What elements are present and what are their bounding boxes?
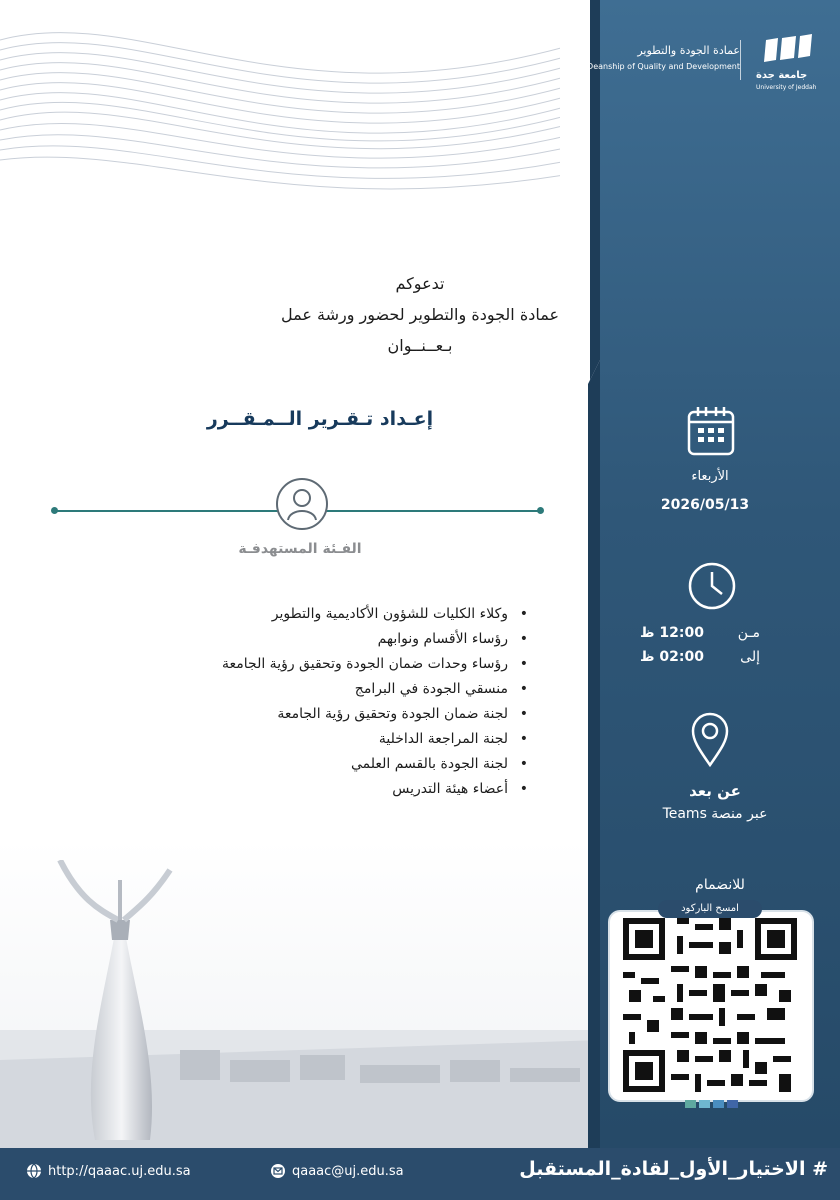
workshop-title: إعـداد تـقـرير الــمـقــرر [206,408,434,430]
time-from-row [640,625,760,641]
divider-dot-left [51,507,58,514]
decor-square [699,1100,710,1108]
event-day: الأربعاء [691,469,729,484]
time-to-label: إلى [740,649,760,665]
invitation-line-3: بـعــنــوان [387,336,453,355]
university-name-en: University of Jeddah [756,84,817,91]
decor-square [685,1100,696,1108]
target-audience-label: الفـئة المستهدفـة [238,541,362,557]
platform-text: عبر منصة Teams [662,806,768,822]
list-item: • لجنة ضمان الجودة وتحقيق رؤية الجامعة [222,702,528,727]
invitation-text [200,268,640,361]
footer-website[interactable] [26,1163,191,1179]
audience-list [222,602,528,802]
list-item: • رؤساء وحدات ضمان الجودة وتحقيق رؤية الجامعة [222,652,528,677]
logo-divider [740,40,741,80]
hashtag-slogan: # الاختيار_الأول_لقادة_المستقبل [519,1158,828,1180]
list-item: • لجنة المراجعة الداخلية [222,727,528,752]
qr-code[interactable] [621,918,799,1092]
list-item: • أعضاء هيئة التدريس [222,777,528,802]
decor-square [727,1100,738,1108]
divider-dot-right [537,507,544,514]
scan-barcode-label: امسح الباركود [658,900,762,918]
globe-icon [26,1163,42,1179]
invitation-line-2: عمادة الجودة والتطوير لحضور ورشة عمل [281,305,559,324]
wave-lines-decoration [0,0,620,260]
time-to-row [640,649,760,665]
list-item: • وكلاء الكليات للشؤون الأكاديمية والتطوير [222,602,528,627]
event-date: 2026/05/13 [660,497,750,513]
person-icon [276,478,328,530]
list-item: • منسقي الجودة في البرامج [222,677,528,702]
website-url[interactable]: http://qaaac.uj.edu.sa [48,1163,191,1179]
location-pin-icon [690,712,730,768]
list-item: • رؤساء الأقسام ونوابهم [222,627,528,652]
time-from-value: 12:00 ظ [640,625,704,641]
attendance-mode: عن بعد [689,782,741,800]
time-to-value: 02:00 ظ [640,649,704,665]
email-address[interactable]: qaaac@uj.edu.sa [292,1163,404,1179]
clock-icon [687,561,737,611]
email-icon [270,1163,286,1179]
city-skyline-decoration [0,860,600,1150]
decor-square [713,1100,724,1108]
calendar-icon [686,404,736,458]
invitation-line-1: تدعوكم [395,274,445,293]
time-from-label: مـن [737,625,760,641]
deanship-name-en: Deanship of Quality and Development [587,62,740,71]
join-label: للانضمام [695,877,745,893]
list-item: • لجنة الجودة بالقسم العلمي [222,752,528,777]
footer-email[interactable] [270,1163,404,1179]
deanship-name-ar: عمادة الجودة والتطوير [637,44,740,57]
university-name-ar: جامعة جدة [756,70,808,81]
